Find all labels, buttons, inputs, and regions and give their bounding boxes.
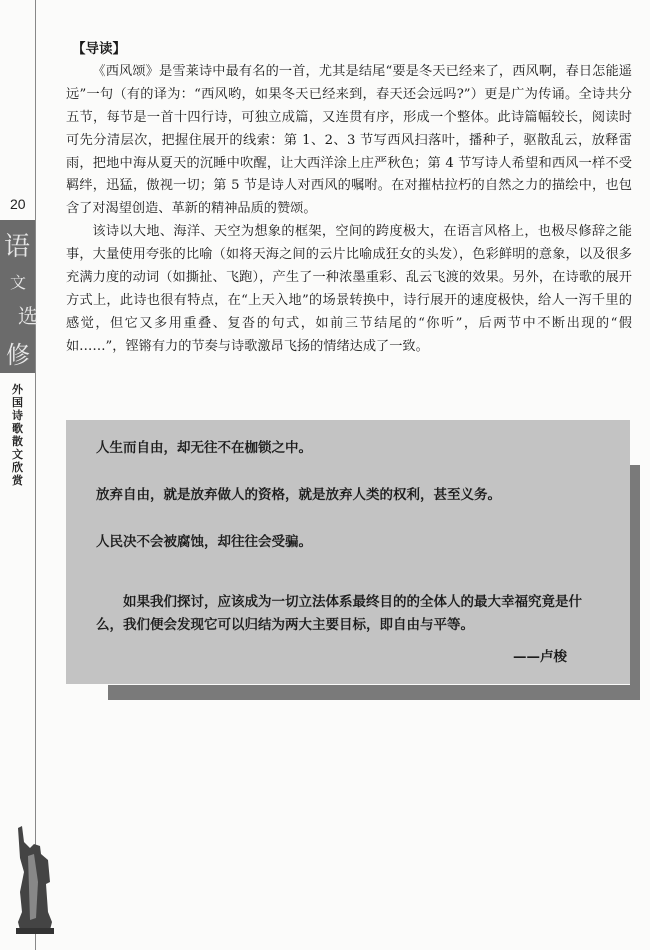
quote-shadow bbox=[630, 465, 640, 700]
quote-shadow bbox=[108, 685, 640, 700]
series-char: 选 bbox=[18, 304, 38, 328]
quote-line: 人生而自由，却无往不在枷锁之中。 bbox=[96, 440, 312, 456]
statue-icon bbox=[8, 822, 58, 937]
guide-paragraph: 该诗以大地、海洋、天空为想象的框架，空间的跨度极大，在语言风格上，也极尽修辞之能事，大量使用夸张的比喻（如将天海之间的云片比喻成狂女的头发），色彩鲜明的意象，以及很多充满力度的动词（如撕扯、飞跑），产生了一种浓墨重彩、乱云飞渡的效果。另外，在诗歌的展开方式上，此诗也很有特点，在“上天入地”的场景转换中，诗行展开的速度极快，给人一泻千里的感觉，但它又多用重叠、复沓的句式，如前三节结尾的“你听”，后两节中不断出现的“假如……”，铿锵有力的节奏与诗歌激昂飞扬的情绪达成了一致。 bbox=[66, 224, 632, 354]
page-number: 20 bbox=[10, 196, 26, 212]
quote-author: ——卢梭 bbox=[513, 649, 567, 665]
guide-paragraph: 《西风颂》是雪莱诗中最有名的一首，尤其是结尾“要是冬天已经来了，西风啊，春日怎能遥远”一句（有的译为：“西风哟，如果冬天已经来到，春天还会远吗?”）更是广为传诵。全诗共分五节，每节是一首十四行诗，可独立成篇，又连贯有序，形成一个整体。此诗篇幅较长，阅读时可先分清层次，把握住展开的线索：第 1、2、3 节写西风扫落叶，播种子，驱散乱云，放释雷雨，把地中海从夏天的沉睡中吹醒，让大西洋涂上庄严秋色；第 4 节写诗人希望和西风一样不受羁绊，迅猛，傲视一切；第 5 节是诗人对西风的嘱咐。在对摧枯拉朽的自然之力的描绘中，也包含了对渴望创造、革新的精神品质的赞颂。 bbox=[66, 63, 632, 217]
series-char: 语 bbox=[4, 232, 31, 262]
series-char: 修 bbox=[6, 341, 30, 369]
series-band bbox=[0, 220, 38, 373]
quote-line: 放弃自由，就是放弃做人的资格，就是放弃人类的权利，甚至义务。 bbox=[96, 487, 501, 503]
margin-rule bbox=[35, 0, 36, 950]
guide-heading: 【导读】 bbox=[72, 41, 126, 57]
series-char: 文 bbox=[10, 273, 27, 292]
quote-line: 人民决不会被腐蚀，却往往会受骗。 bbox=[96, 534, 312, 550]
quote-line: 如果我们探讨，应该成为一切立法体系最终目的的全体人的最大幸福究竟是什么，我们便会发现它可以归结为两大主要目标，即自由与平等。 bbox=[96, 594, 582, 633]
guide-section bbox=[66, 38, 632, 359]
volume-title: 外国诗歌散文欣赏 bbox=[12, 383, 23, 487]
quote-box bbox=[66, 420, 630, 684]
